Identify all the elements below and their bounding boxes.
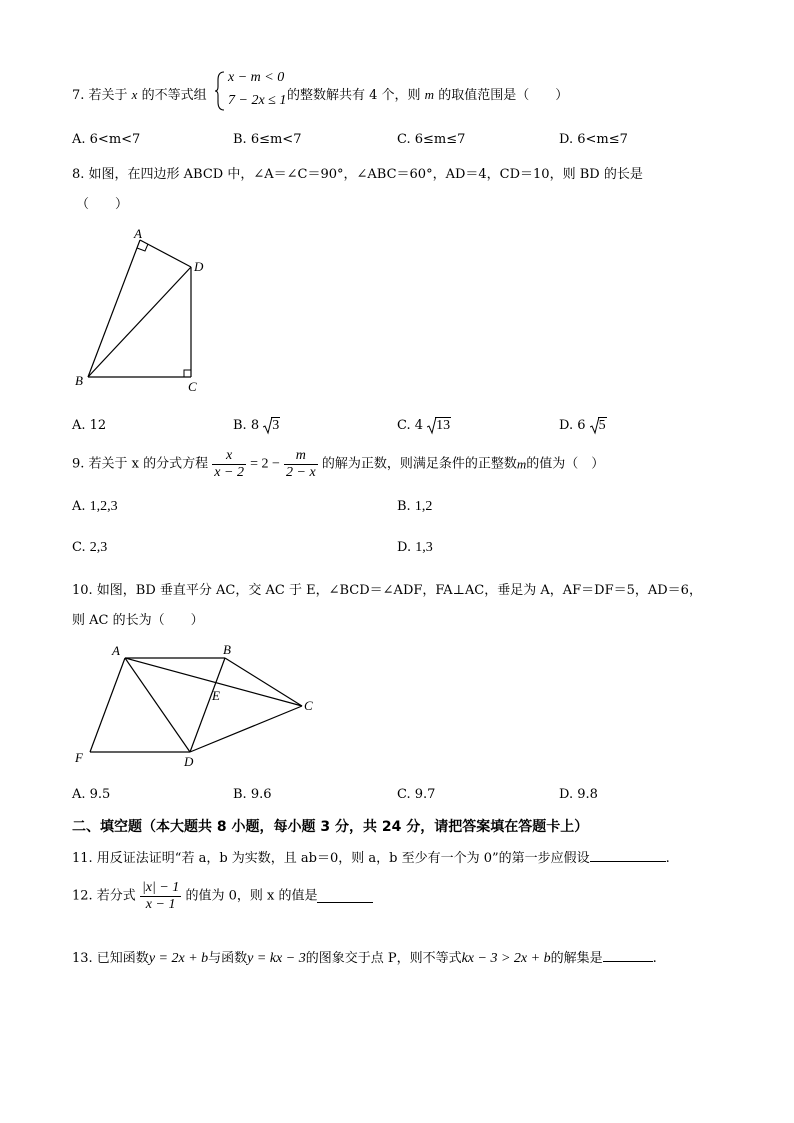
q8-right-angle-c <box>184 370 191 377</box>
q10-figure <box>70 640 330 775</box>
q10-segment-dc <box>190 706 302 752</box>
q10-segment-ad <box>125 658 190 752</box>
q12-answer-blank[interactable] <box>317 890 373 903</box>
q8-segment-bd <box>88 267 191 377</box>
q11-stem: 11. 用反证法证明“若 a，b 为实数，且 ab＝0，则 a，b 至少有一个为 0”的第一步应假设 . <box>72 851 670 866</box>
section-title-fill-in: 二、填空题（本大题共 8 小题，每小题 3 分，共 24 分，请把答案填在答题卡上） <box>72 819 589 835</box>
q7-ineq1: x − m < 0 <box>228 70 285 85</box>
q10-option-a[interactable]: A. 9.5 <box>72 787 111 802</box>
q8-segment-ab <box>88 240 140 377</box>
q8-label-a: A <box>134 226 142 241</box>
q7-ineq2: 7 − 2x ≤ 1 <box>228 93 287 108</box>
q11-answer-blank[interactable] <box>590 849 666 862</box>
q10-option-b[interactable]: B. 9.6 <box>233 787 272 802</box>
q13-stem: 13. 已知函数y = 2x + b与函数y = kx − 3的图象交于点 P，则不等式kx − 3 > 2x + b的解集是 . <box>72 951 657 966</box>
q10-label-c: C <box>304 698 313 713</box>
q9-fraction-2: $\frac{m}{2 - x}$ <box>286 448 316 480</box>
q8-label-b: B <box>75 373 83 388</box>
q10-stem-line1: 10. 如图，BD 垂直平分 AC，交 AC 于 E，∠BCD＝∠ADF，FA⊥AC，垂足为 A，AF＝DF＝5，AD＝6， <box>72 583 702 598</box>
q13-answer-blank[interactable] <box>603 949 653 962</box>
q8-option-d-sqrt: 5 <box>590 418 607 434</box>
q9-option-d[interactable]: D. 1,3 <box>397 540 433 555</box>
q10-option-d[interactable]: D. 9.8 <box>559 787 598 802</box>
q7-option-c[interactable]: C. 6≤m≤7 <box>397 132 466 147</box>
q12-fraction: $\frac{|x| - 1}{x - 1}$ <box>141 880 180 912</box>
q8-option-b-sqrt: 3 <box>263 418 280 434</box>
q10-segment-af <box>90 658 125 752</box>
q8-figure <box>70 225 220 395</box>
q8-option-b[interactable]: B. 8 3 <box>233 418 280 433</box>
q8-option-c[interactable]: C. 4 13 <box>397 418 451 433</box>
q9-fraction-1: $\frac{x}{x - 2}$ <box>214 448 244 480</box>
q8-stem-line2: （ ） <box>76 197 129 212</box>
q10-stem-line2: 则 AC 的长为（ ） <box>72 613 204 628</box>
q10-option-c[interactable]: C. 9.7 <box>397 787 436 802</box>
q9-option-c[interactable]: C. 2,3 <box>72 540 108 555</box>
q7-option-b[interactable]: B. 6≤m<7 <box>233 132 302 147</box>
q7-option-d[interactable]: D. 6<m≤7 <box>559 132 628 147</box>
q10-label-a: A <box>112 643 120 658</box>
q9-stem: 9. 若关于 x 的分式方程 $\frac{x}{x - 2}$ = 2 − $\frac{m}{2 - x}$ 的解为正数，则满足条件的正整数m的值为（ ） <box>72 448 605 480</box>
q10-label-e: E <box>212 688 220 703</box>
q7-stem-end: 的整数解共有 4 个，则 m 的取值范围是（ ） <box>287 87 569 103</box>
q7-system-brace <box>214 70 226 112</box>
q8-option-d[interactable]: D. 6 5 <box>559 418 606 433</box>
q7-option-a[interactable]: A. 6<m<7 <box>72 132 141 147</box>
q7-stem: 7. 若关于 x 的不等式组 <box>72 87 207 103</box>
q8-label-c: C <box>188 379 197 394</box>
q9-option-a[interactable]: A. 1,2,3 <box>72 499 118 514</box>
q10-label-b: B <box>223 642 231 657</box>
q10-segment-bc <box>225 658 302 706</box>
q8-option-a[interactable]: A. 12 <box>72 418 107 433</box>
q10-segment-bd <box>190 658 225 752</box>
q12-stem: 12. 若分式 $\frac{|x| - 1}{x - 1}$ 的值为 0，则 x 的值是 <box>72 880 373 913</box>
q10-label-f: F <box>75 750 83 765</box>
q8-option-c-sqrt: 13 <box>427 418 451 434</box>
q8-label-d: D <box>194 259 204 274</box>
q10-label-d: D <box>184 754 194 769</box>
q9-option-b[interactable]: B. 1,2 <box>397 499 433 514</box>
q8-stem-line1: 8. 如图，在四边形 ABCD 中，∠A＝∠C＝90°，∠ABC＝60°，AD＝4，CD＝10，则 BD 的长是 <box>72 167 643 182</box>
